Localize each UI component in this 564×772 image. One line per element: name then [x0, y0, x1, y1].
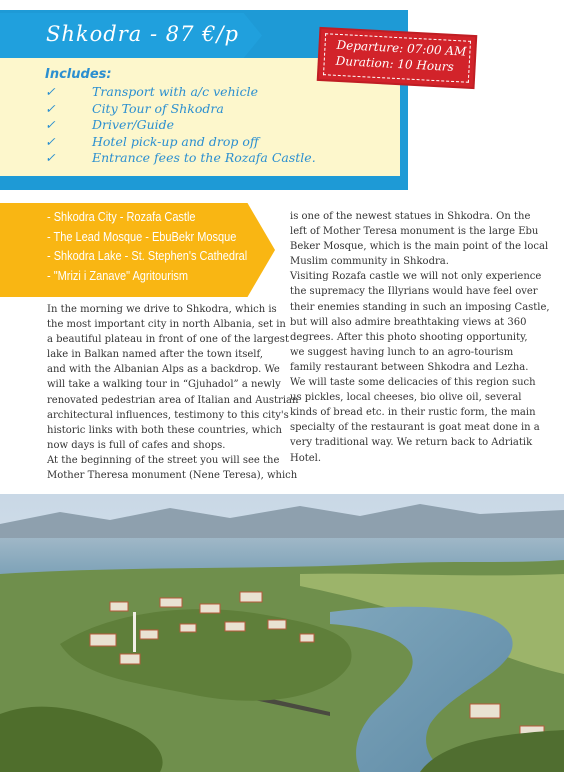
text-line: the supremacy the Illyrians would have feel over [290, 286, 538, 298]
text-line: Beker Mosque, which is the main point of the local [290, 241, 549, 253]
text-line: In the morning we drive to Shkodra, which is [47, 304, 277, 315]
text-line: Muslim community in Shkodra. [290, 256, 449, 268]
text-line: family restaurant between Shkodra and Lezha. [290, 361, 529, 373]
text-line: we suggest having lunch to an agro-tourism [290, 346, 514, 358]
text-line: is one of the newest statues in Shkodra. On the [290, 211, 531, 222]
includes-heading: Includes: [45, 67, 112, 82]
description-right-column [290, 209, 550, 466]
text-line: and with the Albanian Alps as a backdrop. We [47, 364, 280, 376]
text-line: kinds of bread etc. in their rustic form, the main [290, 407, 536, 419]
text-line: will take a walking tour in “Gjuhadol” a newly [47, 379, 281, 391]
includes-item [45, 84, 316, 101]
schedule-stamp [319, 29, 475, 87]
includes-item [45, 101, 316, 118]
text-line: the most important city in north Albania, set in [47, 319, 286, 331]
includes-item-label: Transport with a/c vehicle [92, 84, 259, 99]
includes-item [45, 117, 316, 134]
itinerary-item: - "Mrizi i Zanave" Agritourism [47, 268, 189, 283]
departure-time: Departure: 07:00 AM [336, 37, 467, 59]
text-line: degrees. After this photo shooting opportunity, [290, 331, 528, 343]
includes-list [45, 84, 316, 167]
text-line: historic links with both these countries, which [47, 424, 282, 436]
text-line: Visiting Rozafa castle we will not only experience [290, 271, 542, 283]
page-title: Shkodra - 87 €/p [46, 22, 240, 46]
includes-item-label: City Tour of Shkodra [92, 100, 224, 116]
landscape-illustration [0, 494, 564, 772]
includes-item-label: Driver/Guide [92, 117, 175, 132]
check-icon: ✓ [45, 84, 56, 99]
text-line: Mother Theresa monument (Nene Teresa), which [47, 470, 298, 482]
includes-item [45, 150, 316, 167]
itinerary-list [47, 208, 275, 286]
includes-item-label: Hotel pick-up and drop off [92, 133, 259, 149]
itinerary-item: - The Lead Mosque - EbuBekr Mosque [47, 229, 237, 244]
text-line: We will taste some delicacies of this region such [290, 377, 536, 389]
text-line: now days is full of cafes and shops. [47, 439, 226, 451]
check-icon: ✓ [45, 133, 56, 149]
text-line: but will also admire breathtaking views at 360 [290, 316, 527, 328]
text-line: left of Mother Teresa monument is the large Ebu [290, 226, 539, 238]
text-line: At the beginning of the street you will see the [47, 454, 280, 466]
description-left-column [47, 302, 299, 483]
text-line: very traditional way. We return back to Adriatik [290, 437, 533, 449]
text-line: us pickles, local cheeses, bio olive oil, several [290, 392, 522, 404]
text-line: architectural influences, testimony to this city's [47, 409, 289, 421]
text-line: their enemies standing in such an imposing Castle, [290, 301, 550, 313]
itinerary-item: - Shkodra Lake - St. Stephen's Cathedral [47, 249, 248, 263]
check-icon: ✓ [45, 150, 56, 165]
includes-item [45, 134, 316, 151]
text-line: lake in Balkan named after the town itself, [47, 349, 263, 361]
text-line: a beautiful plateau in front of one of the largest [47, 334, 289, 346]
includes-item-label: Entrance fees to the Rozafa Castle. [92, 150, 316, 165]
text-line: Hotel. [290, 452, 322, 464]
text-line: renovated pedestrian area of Italian and Austrian [47, 394, 299, 406]
itinerary-item: - Shkodra City - Rozafa Castle [47, 210, 196, 224]
check-icon: ✓ [45, 117, 56, 132]
text-line: specialty of the restaurant is goat meat done in a [290, 422, 540, 434]
shkodra-aerial-photo [0, 494, 564, 772]
tour-duration: Duration: 10 Hours [335, 53, 455, 74]
check-icon: ✓ [45, 100, 56, 116]
